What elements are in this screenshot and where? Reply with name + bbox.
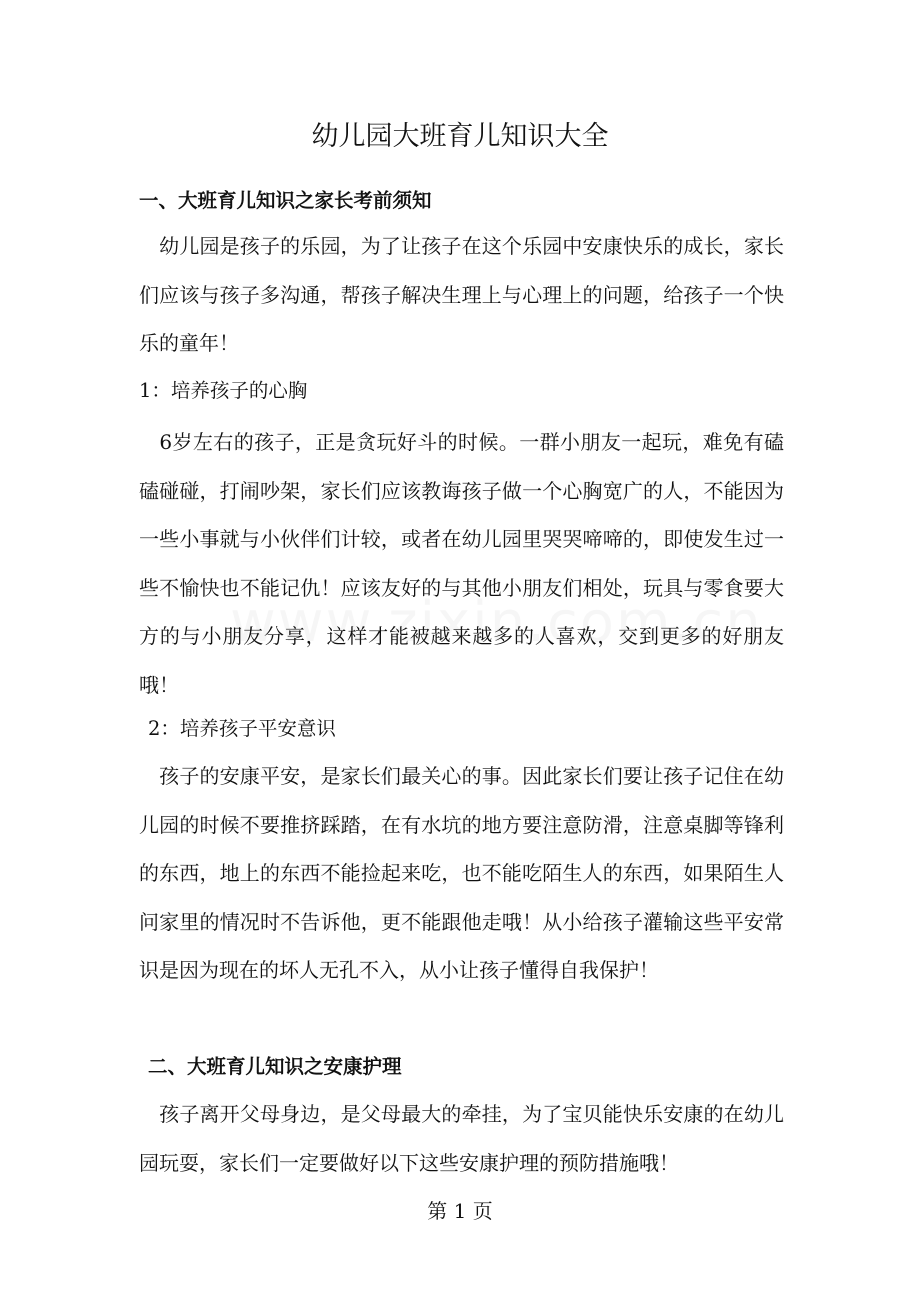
section-1-heading: 一、大班育儿知识之家长考前须知 xyxy=(139,189,432,212)
section-2-intro: 孩子离开父母身边，是父母最大的牵挂，为了宝贝能快乐安康的在幼儿园玩耍，家长们一定要做好以下这些安康护理的预防措施哦！ xyxy=(139,1102,784,1175)
page-number: 第 1 页 xyxy=(427,1199,493,1223)
item-2-title: 2：培养孩子平安意识 xyxy=(148,717,336,740)
document-title: 幼儿园大班育儿知识大全 xyxy=(311,121,609,152)
item-1-body: 6岁左右的孩子，正是贪玩好斗的时候。一群小朋友一起玩，难免有磕磕碰碰，打闹吵架，家长们应该教诲孩子做一个心胸宽广的人，不能因为一些小事就与小伙伴们计较，或者在幼儿园里哭哭啼啼的，即使发生过一些不愉快也不能记仇！应该友好的与其他小朋友们相处，玩具与零食要大方的与小朋友分享，这样才能被越来越多的人喜欢，交到更多的好朋友哦！ xyxy=(139,430,784,697)
section-2-heading: 二、大班育儿知识之安康护理 xyxy=(148,1055,402,1078)
item-2-body: 孩子的安康平安，是家长们最关心的事。因此家长们要让孩子记住在幼儿园的时候不要推挤踩踏，在有水坑的地方要注意防滑，注意桌脚等锋利的东西，地上的东西不能捡起来吃，也不能吃陌生人的东西，如果陌生人问家里的情况时不告诉他，更不能跟他走哦！从小给孩子灌输这些平安常识是因为现在的坏人无孔不入，从小让孩子懂得自我保护！ xyxy=(139,764,784,982)
item-1-title: 1：培养孩子的心胸 xyxy=(139,379,308,402)
section-1-intro: 幼儿园是孩子的乐园，为了让孩子在这个乐园中安康快乐的成长，家长们应该与孩子多沟通，帮孩子解决生理上与心理上的问题，给孩子一个快乐的童年！ xyxy=(139,234,784,355)
